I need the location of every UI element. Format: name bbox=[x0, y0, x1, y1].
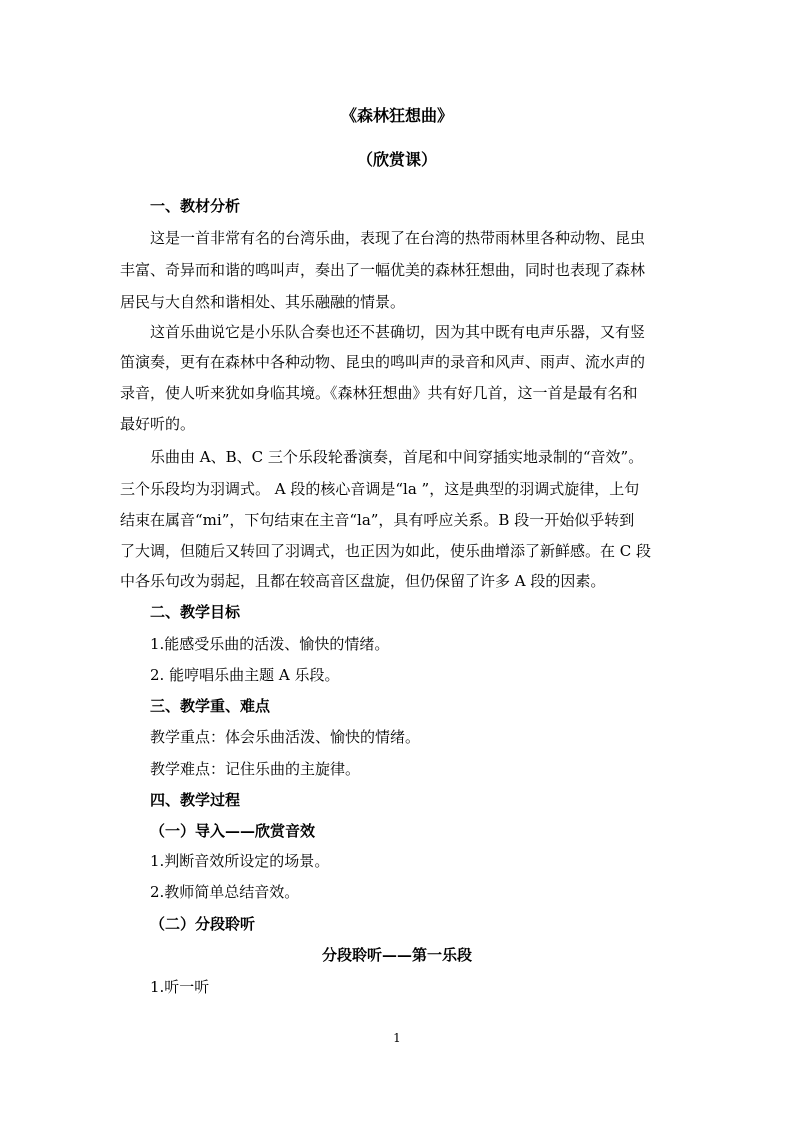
section-heading-process: 四、教学过程 bbox=[150, 791, 241, 809]
paragraph-line: 结束在属音“mi”，下句结束在主音“la”，具有呼应关系。B 段一开始似乎转到 bbox=[120, 511, 635, 529]
list-item: 2. 能哼唱乐曲主题 A 乐段。 bbox=[150, 666, 340, 684]
paragraph-line: 录音，使人听来犹如身临其境。《森林狂想曲》共有好几首，这一首是最有名和 bbox=[120, 384, 638, 402]
paragraph-line: 这是一首非常有名的台湾乐曲，表现了在台湾的热带雨林里各种动物、昆虫 bbox=[150, 229, 646, 247]
paragraph-line: 了大调，但随后又转回了羽调式，也正因为如此，使乐曲增添了新鲜感。在 C 段 bbox=[120, 542, 652, 560]
paragraph-line: 乐曲由 A、B、C 三个乐段轮番演奏，首尾和中间穿插实地录制的“音效”。 bbox=[150, 448, 644, 466]
paragraph-line: 这首乐曲说它是小乐队合奏也还不甚确切，因为其中既有电声乐器，又有竖 bbox=[150, 323, 646, 341]
list-item: 教学重点：体会乐曲活泼、愉快的情绪。 bbox=[150, 728, 421, 746]
section-heading-goals: 二、教学目标 bbox=[150, 603, 241, 621]
list-item: 2.教师简单总结音效。 bbox=[150, 883, 300, 901]
subsection-heading: （一）导入——欣赏音效 bbox=[150, 822, 316, 840]
centered-heading: 分段聆听——第一乐段 bbox=[321, 946, 472, 964]
list-item: 1.判断音效所设定的场景。 bbox=[150, 852, 330, 870]
subsection-heading: （二）分段聆听 bbox=[150, 915, 256, 933]
document-title: 《森林狂想曲》 bbox=[340, 106, 453, 125]
paragraph-line: 最好听的。 bbox=[120, 415, 196, 433]
document-subtitle: （欣赏课） bbox=[356, 150, 437, 169]
list-item: 教学难点：记住乐曲的主旋律。 bbox=[150, 760, 361, 778]
page-number: 1 bbox=[393, 1031, 401, 1045]
section-heading-key-points: 三、教学重、难点 bbox=[150, 697, 271, 715]
list-item: 1.听一听 bbox=[150, 978, 210, 996]
paragraph-line: 三个乐段均为羽调式。 A 段的核心音调是“la ”，这是典型的羽调式旋律，上句 bbox=[120, 480, 640, 498]
paragraph-line: 中各乐句改为弱起，且都在较高音区盘旋，但仍保留了许多 A 段的因素。 bbox=[120, 572, 606, 590]
list-item: 1.能感受乐曲的活泼、愉快的情绪。 bbox=[150, 635, 390, 653]
paragraph-line: 丰富、奇异而和谐的鸣叫声，奏出了一幅优美的森林狂想曲，同时也表现了森林 bbox=[120, 261, 646, 279]
paragraph-line: 笛演奏，更有在森林中各种动物、昆虫的鸣叫声的录音和风声、雨声、流水声的 bbox=[120, 353, 646, 371]
section-heading-analysis: 一、教材分析 bbox=[150, 197, 241, 215]
paragraph-line: 居民与大自然和谐相处、其乐融融的情景。 bbox=[120, 293, 406, 311]
